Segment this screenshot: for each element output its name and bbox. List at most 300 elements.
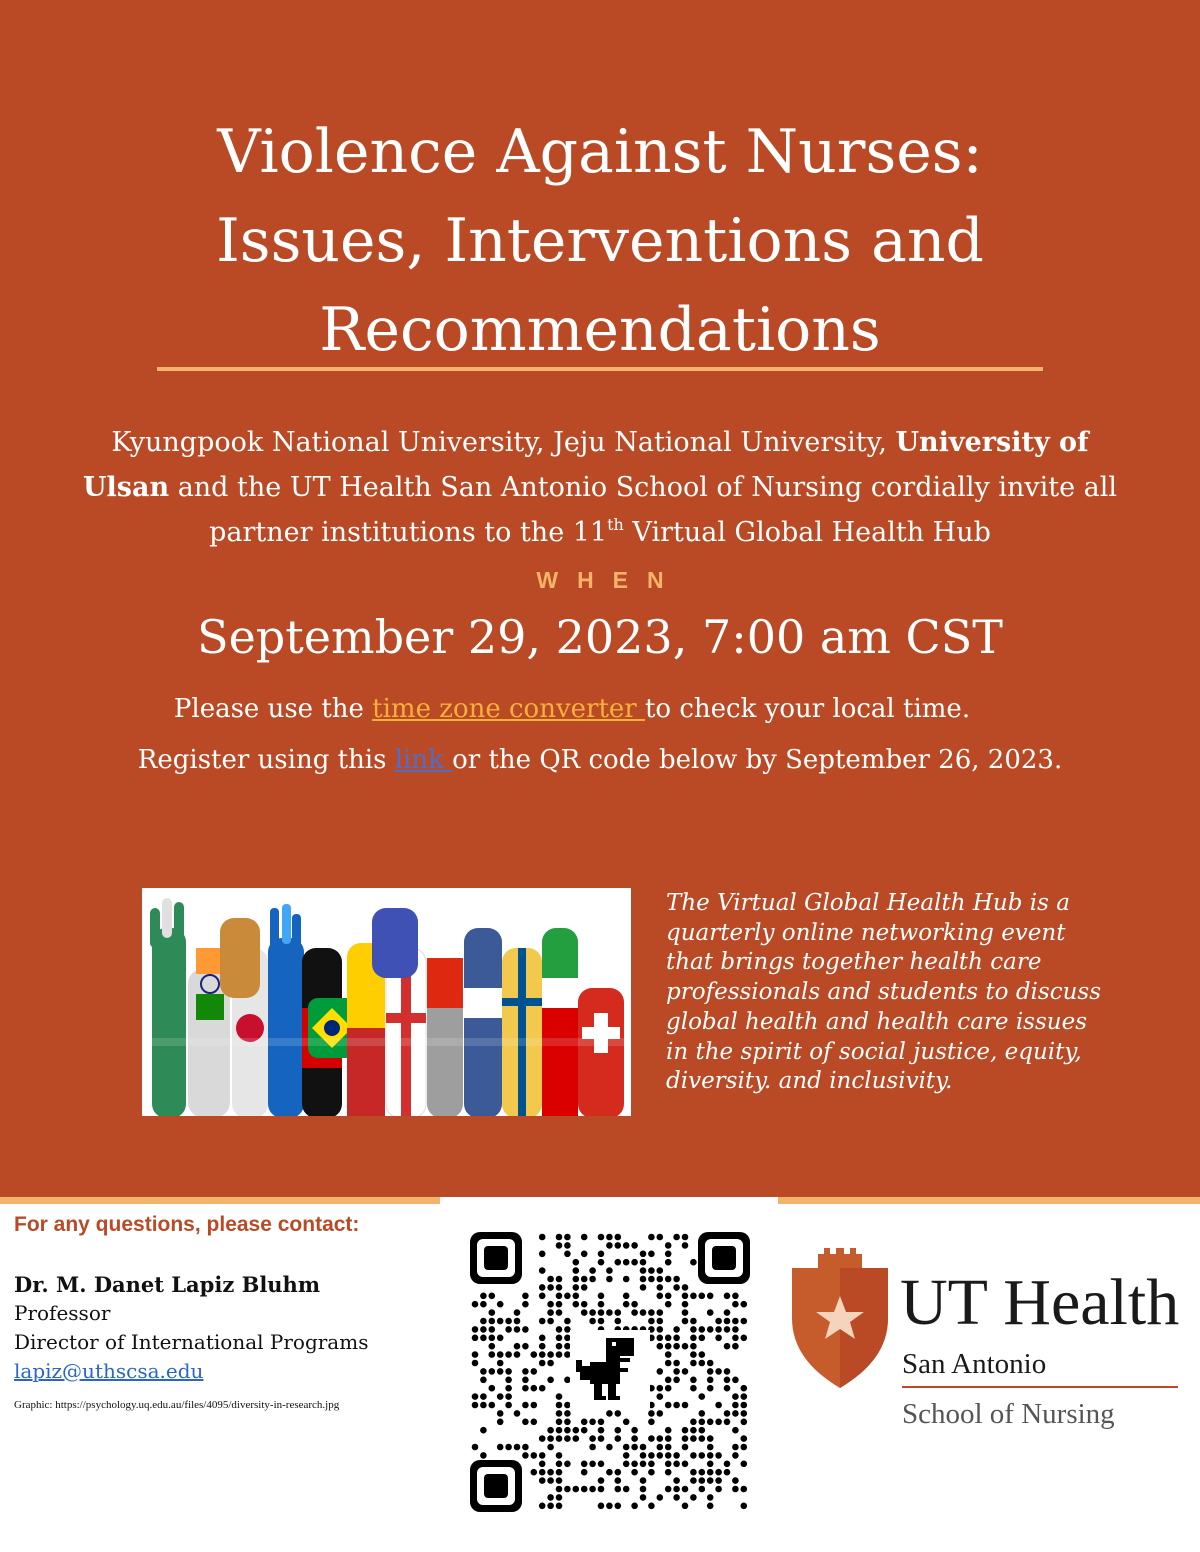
qr-module: [480, 1318, 487, 1325]
qr-module: [657, 1393, 664, 1400]
qr-module: [539, 1234, 546, 1241]
qr-module: [640, 1284, 647, 1291]
qr-module: [707, 1419, 714, 1426]
qr-module: [623, 1259, 630, 1266]
qr-module: [724, 1368, 731, 1375]
qr-module: [615, 1503, 622, 1510]
qr-module: [505, 1377, 512, 1384]
qr-module: [497, 1301, 504, 1308]
register-link[interactable]: link: [394, 745, 453, 775]
contact-email-link[interactable]: lapiz@uthscsa.edu: [14, 1359, 204, 1383]
qr-module: [699, 1293, 706, 1300]
qr-module: [514, 1326, 521, 1333]
qr-module: [715, 1335, 722, 1342]
qr-module: [715, 1326, 722, 1333]
qr-module: [715, 1452, 722, 1459]
qr-module: [564, 1410, 571, 1417]
qr-module: [547, 1377, 554, 1384]
invite-superscript: th: [607, 515, 624, 534]
raised-hands-image: [142, 888, 631, 1116]
qr-module: [564, 1251, 571, 1258]
qr-module: [657, 1452, 664, 1459]
qr-module: [623, 1444, 630, 1451]
qr-module: [732, 1301, 739, 1308]
qr-module: [707, 1309, 714, 1316]
qr-module: [682, 1293, 689, 1300]
qr-module: [556, 1452, 563, 1459]
qr-module: [497, 1351, 504, 1358]
hub-description: The Virtual Global Health Hub is a quarterly online networking event that brings together health care professionals and students to discuss global health and health care issues in the spirit of social justice, equity, diversity. and inclusivity.: [666, 890, 1102, 1095]
qr-module: [581, 1486, 588, 1493]
qr-module: [556, 1343, 563, 1350]
qr-module: [707, 1435, 714, 1442]
qr-module: [648, 1309, 655, 1316]
qr-module: [665, 1251, 672, 1258]
qr-module: [556, 1293, 563, 1300]
qr-module: [480, 1293, 487, 1300]
qr-module: [682, 1318, 689, 1325]
qr-module: [547, 1284, 554, 1291]
qr-module: [673, 1360, 680, 1367]
qr-module: [623, 1419, 630, 1426]
qr-module: [715, 1486, 722, 1493]
qr-module: [539, 1469, 546, 1476]
qr-module: [732, 1377, 739, 1384]
qr-module: [665, 1461, 672, 1468]
qr-module: [623, 1301, 630, 1308]
qr-module: [623, 1461, 630, 1468]
qr-module: [665, 1385, 672, 1392]
qr-module: [724, 1343, 731, 1350]
qr-module: [631, 1242, 638, 1249]
qr-module: [556, 1242, 563, 1249]
qr-module: [556, 1410, 563, 1417]
qr-module: [715, 1318, 722, 1325]
qr-module: [707, 1293, 714, 1300]
contact-block: [14, 1270, 368, 1386]
title-line-2: Issues, Interventions and: [216, 206, 984, 276]
qr-module: [589, 1318, 596, 1325]
invite-part-3: partner institutions to the 11: [209, 517, 608, 548]
qr-module: [690, 1318, 697, 1325]
qr-module: [539, 1461, 546, 1468]
qr-module: [673, 1276, 680, 1283]
qr-module: [640, 1267, 647, 1274]
qr-module: [673, 1461, 680, 1468]
qr-module: [589, 1486, 596, 1493]
qr-module: [556, 1435, 563, 1442]
qr-module: [690, 1293, 697, 1300]
qr-module: [724, 1419, 731, 1426]
qr-module: [564, 1486, 571, 1493]
qr-module: [598, 1477, 605, 1484]
qr-module: [682, 1486, 689, 1493]
qr-module: [514, 1309, 521, 1316]
qr-module: [690, 1469, 697, 1476]
qr-module: [665, 1293, 672, 1300]
qr-module: [556, 1351, 563, 1358]
qr-module: [514, 1410, 521, 1417]
qr-module: [690, 1427, 697, 1434]
qr-module: [657, 1318, 664, 1325]
qr-module: [581, 1251, 588, 1258]
qr-module: [631, 1301, 638, 1308]
qr-module: [598, 1234, 605, 1241]
qr-module: [556, 1309, 563, 1316]
dinosaur-icon: [570, 1330, 650, 1410]
register-note: [0, 745, 1200, 775]
contact-position: Director of International Programs: [14, 1330, 369, 1354]
title-underline: [157, 367, 1043, 371]
qr-module: [522, 1293, 529, 1300]
qr-module: [589, 1419, 596, 1426]
qr-module: [489, 1343, 496, 1350]
contact-heading: For any questions, please contact:: [14, 1213, 360, 1236]
qr-module: [547, 1494, 554, 1501]
qr-module: [598, 1251, 605, 1258]
qr-module: [640, 1259, 647, 1266]
qr-module: [556, 1427, 563, 1434]
qr-module: [665, 1259, 672, 1266]
qr-module: [640, 1444, 647, 1451]
qr-module: [505, 1368, 512, 1375]
title-line-3: Recommendations: [319, 295, 881, 365]
qr-module: [539, 1343, 546, 1350]
ut-health-logo: [790, 1248, 1190, 1448]
qr-module: [657, 1309, 664, 1316]
qr-module: [682, 1461, 689, 1468]
qr-module: [640, 1452, 647, 1459]
qr-module: [547, 1469, 554, 1476]
qr-module: [615, 1242, 622, 1249]
qr-module: [741, 1318, 748, 1325]
qr-module: [489, 1309, 496, 1316]
qr-module: [539, 1318, 546, 1325]
qr-module: [539, 1503, 546, 1510]
qr-module: [598, 1503, 605, 1510]
qr-module: [480, 1402, 487, 1409]
qr-module: [732, 1318, 739, 1325]
qr-module: [489, 1293, 496, 1300]
qr-module: [598, 1461, 605, 1468]
qr-module: [715, 1469, 722, 1476]
qr-module: [732, 1326, 739, 1333]
qr-module: [581, 1419, 588, 1426]
qr-module: [724, 1385, 731, 1392]
qr-module: [497, 1393, 504, 1400]
qr-module: [564, 1461, 571, 1468]
qr-module: [556, 1503, 563, 1510]
qr-module: [472, 1351, 479, 1358]
qr-module: [581, 1234, 588, 1241]
qr-module: [690, 1259, 697, 1266]
qr-module: [615, 1234, 622, 1241]
qr-module: [657, 1284, 664, 1291]
qr-module: [724, 1469, 731, 1476]
qr-module: [741, 1435, 748, 1442]
qr-module: [741, 1419, 748, 1426]
qr-module: [581, 1284, 588, 1291]
qr-module: [573, 1486, 580, 1493]
qr-module: [699, 1419, 706, 1426]
qr-module: [673, 1284, 680, 1291]
qr-module: [556, 1335, 563, 1342]
qr-module: [472, 1444, 479, 1451]
qr-module: [682, 1284, 689, 1291]
qr-module: [522, 1444, 529, 1451]
qr-module: [497, 1419, 504, 1426]
qr-module: [657, 1343, 664, 1350]
invite-part-4: Virtual Global Health Hub: [623, 517, 991, 548]
qr-module: [615, 1477, 622, 1484]
qr-module: [665, 1301, 672, 1308]
qr-module: [556, 1276, 563, 1283]
qr-module: [547, 1301, 554, 1308]
qr-module: [657, 1385, 664, 1392]
logo-san-antonio: San Antonio: [902, 1348, 1047, 1380]
qr-module: [648, 1234, 655, 1241]
qr-module: [665, 1469, 672, 1476]
qr-module: [631, 1435, 638, 1442]
qr-module: [564, 1293, 571, 1300]
qr-module: [539, 1452, 546, 1459]
qr-module: [606, 1503, 613, 1510]
qr-module: [598, 1486, 605, 1493]
qr-module: [724, 1309, 731, 1316]
qr-module: [564, 1335, 571, 1342]
qr-module: [564, 1377, 571, 1384]
qr-module: [531, 1402, 538, 1409]
qr-module: [539, 1284, 546, 1291]
qr-module: [707, 1503, 714, 1510]
timezone-note-before: Please use the: [173, 694, 373, 724]
qr-module: [615, 1318, 622, 1325]
qr-module: [556, 1469, 563, 1476]
qr-module: [581, 1276, 588, 1283]
invite-bold-1: University of: [895, 427, 1089, 458]
qr-module: [741, 1335, 748, 1342]
qr-module: [631, 1259, 638, 1266]
qr-module: [741, 1393, 748, 1400]
qr-module: [724, 1461, 731, 1468]
qr-module: [707, 1360, 714, 1367]
qr-module: [547, 1427, 554, 1434]
qr-module: [648, 1410, 655, 1417]
qr-module: [623, 1293, 630, 1300]
qr-module: [589, 1461, 596, 1468]
qr-module: [732, 1335, 739, 1342]
qr-module: [598, 1427, 605, 1434]
qr-module: [556, 1393, 563, 1400]
qr-module: [665, 1452, 672, 1459]
qr-module: [497, 1335, 504, 1342]
qr-module: [489, 1402, 496, 1409]
qr-module: [497, 1444, 504, 1451]
qr-module: [741, 1402, 748, 1409]
qr-module: [514, 1318, 521, 1325]
qr-module: [724, 1377, 731, 1384]
invite-part-2: and the UT Health San Antonio School of Nursing cordially invite all: [169, 472, 1118, 503]
qr-module: [489, 1335, 496, 1342]
qr-module: [707, 1444, 714, 1451]
qr-module: [556, 1234, 563, 1241]
qr-module: [581, 1461, 588, 1468]
qr-module: [665, 1402, 672, 1409]
qr-module: [531, 1385, 538, 1392]
qr-module: [657, 1267, 664, 1274]
qr-module: [598, 1259, 605, 1266]
qr-module: [573, 1435, 580, 1442]
qr-module: [615, 1435, 622, 1442]
qr-module: [564, 1419, 571, 1426]
qr-module: [682, 1427, 689, 1434]
qr-module: [657, 1410, 664, 1417]
qr-module: [648, 1276, 655, 1283]
qr-module: [657, 1444, 664, 1451]
qr-module: [539, 1435, 546, 1442]
qr-module: [741, 1410, 748, 1417]
qr-module: [564, 1427, 571, 1434]
qr-module: [690, 1419, 697, 1426]
qr-module: [497, 1368, 504, 1375]
qr-module: [631, 1469, 638, 1476]
qr-finder-bottom-left: [470, 1460, 522, 1512]
qr-module: [690, 1377, 697, 1384]
qr-module: [724, 1410, 731, 1417]
qr-module: [657, 1276, 664, 1283]
qr-module: [673, 1452, 680, 1459]
qr-finder-top-left: [470, 1232, 522, 1284]
qr-module: [581, 1427, 588, 1434]
qr-module: [648, 1435, 655, 1442]
qr-module: [556, 1402, 563, 1409]
qr-module: [564, 1234, 571, 1241]
qr-module: [673, 1234, 680, 1241]
qr-module: [665, 1335, 672, 1342]
qr-module: [564, 1351, 571, 1358]
qr-module: [564, 1242, 571, 1249]
qr-module: [539, 1251, 546, 1258]
qr-module: [589, 1309, 596, 1316]
qr-module: [640, 1461, 647, 1468]
qr-code-icon[interactable]: [468, 1230, 752, 1514]
qr-module: [589, 1276, 596, 1283]
qr-module: [741, 1385, 748, 1392]
qr-module: [682, 1234, 689, 1241]
qr-module: [690, 1477, 697, 1484]
qr-module: [715, 1419, 722, 1426]
qr-module: [673, 1335, 680, 1342]
qr-module: [690, 1435, 697, 1442]
qr-module: [690, 1326, 697, 1333]
qr-module: [505, 1385, 512, 1392]
qr-code-graphic: [468, 1230, 752, 1514]
qr-module: [665, 1486, 672, 1493]
register-note-after: or the QR code below by September 26, 2023.: [452, 745, 1063, 775]
logo-school-of-nursing: School of Nursing: [902, 1398, 1115, 1430]
qr-module: [522, 1343, 529, 1350]
qr-module: [531, 1452, 538, 1459]
qr-module: [682, 1242, 689, 1249]
event-date: September 29, 2023, 7:00 am CST: [197, 610, 1003, 664]
qr-module: [598, 1419, 605, 1426]
qr-module: [505, 1318, 512, 1325]
qr-module: [598, 1435, 605, 1442]
timezone-note: [0, 694, 1172, 724]
qr-module: [539, 1293, 546, 1300]
qr-module: [489, 1318, 496, 1325]
qr-module: [564, 1435, 571, 1442]
qr-module: [657, 1234, 664, 1241]
qr-module: [741, 1486, 748, 1493]
invitation-text: [40, 420, 1160, 555]
qr-module: [598, 1318, 605, 1325]
qr-module: [640, 1309, 647, 1316]
qr-module: [564, 1326, 571, 1333]
qr-module: [480, 1393, 487, 1400]
qr-module: [640, 1251, 647, 1258]
qr-module: [682, 1301, 689, 1308]
qr-module: [522, 1385, 529, 1392]
qr-module: [514, 1351, 521, 1358]
qr-module: [690, 1343, 697, 1350]
qr-module: [631, 1309, 638, 1316]
qr-module: [690, 1351, 697, 1358]
qr-module: [640, 1494, 647, 1501]
qr-module: [522, 1452, 529, 1459]
qr-module: [531, 1351, 538, 1358]
logo-ut-health: UT Health: [900, 1266, 1180, 1339]
qr-module: [514, 1444, 521, 1451]
qr-module: [648, 1419, 655, 1426]
qr-module: [615, 1309, 622, 1316]
qr-module: [732, 1477, 739, 1484]
qr-module: [573, 1284, 580, 1291]
qr-module: [682, 1444, 689, 1451]
qr-module: [547, 1444, 554, 1451]
qr-module: [707, 1385, 714, 1392]
contact-role: Professor: [14, 1301, 111, 1325]
qr-module: [589, 1435, 596, 1442]
qr-module: [732, 1452, 739, 1459]
qr-module: [522, 1301, 529, 1308]
qr-module: [598, 1293, 605, 1300]
qr-module: [598, 1309, 605, 1316]
qr-module: [556, 1477, 563, 1484]
qr-module: [615, 1410, 622, 1417]
invite-part-1: Kyungpook National University, Jeju National University,: [111, 427, 896, 458]
qr-module: [673, 1402, 680, 1409]
qr-module: [631, 1461, 638, 1468]
qr-module: [665, 1242, 672, 1249]
qr-module: [640, 1276, 647, 1283]
qr-module: [606, 1469, 613, 1476]
qr-module: [472, 1301, 479, 1308]
qr-module: [732, 1410, 739, 1417]
qr-module: [505, 1326, 512, 1333]
qr-module: [522, 1402, 529, 1409]
qr-module: [707, 1461, 714, 1468]
qr-module: [673, 1486, 680, 1493]
logo-divider: [902, 1386, 1178, 1388]
qr-module: [547, 1360, 554, 1367]
invite-bold-2: Ulsan: [82, 472, 170, 503]
qr-module: [724, 1326, 731, 1333]
qr-module: [547, 1477, 554, 1484]
qr-module: [741, 1444, 748, 1451]
qr-module: [564, 1343, 571, 1350]
time-zone-converter-link[interactable]: time zone converter: [372, 694, 645, 724]
